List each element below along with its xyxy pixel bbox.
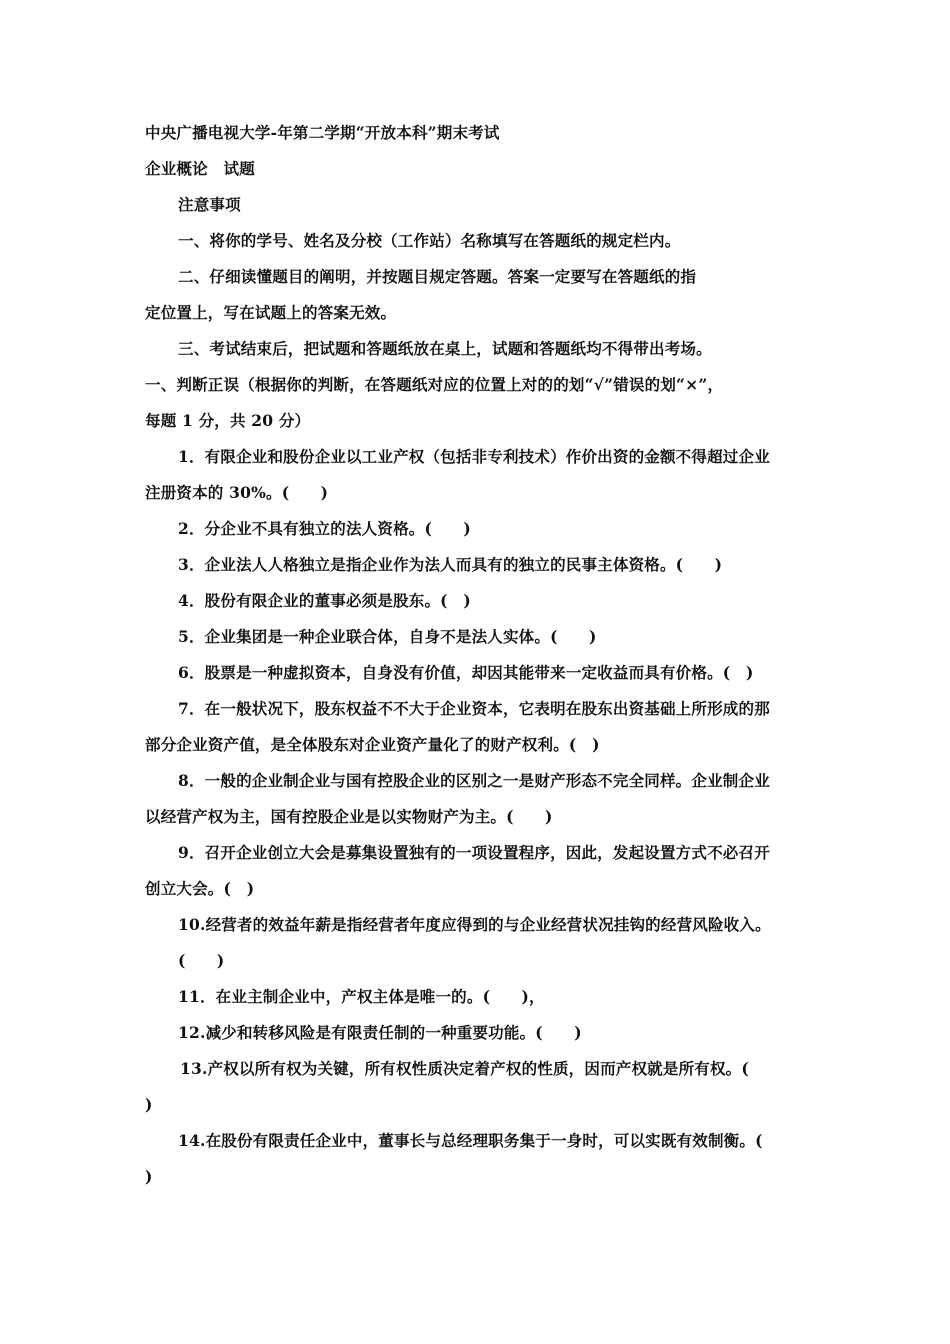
notice-item-3: 三、考试结束后，把试题和答题纸放在桌上，试题和答题纸均不得带出考场。 [178, 339, 712, 358]
notice-item-2-line-2: 定位置上，写在试题上的答案无效。 [145, 303, 397, 322]
question-13-line-2: ) [145, 1095, 153, 1114]
section-1-heading-line-1: 一、判断正误（根据你的判断，在答题纸对应的位置上对的的划“√”错误的划“×”， [145, 375, 724, 394]
question-12: 12.减少和转移风险是有限责任制的一种重要功能。( ) [178, 1023, 582, 1042]
notice-heading: 注意事项 [178, 195, 241, 214]
question-13-line-1: 13.产权以所有权为关键，所有权性质决定着产权的性质，因而产权就是所有权。( [180, 1059, 749, 1078]
question-4: 4．股份有限企业的董事必须是股东。( ) [178, 591, 471, 610]
question-5: 5．企业集团是一种企业联合体，自身不是法人实体。( ) [178, 627, 597, 646]
question-9-line-2: 创立大会。( ) [145, 879, 255, 898]
question-1-line-1: 1．有限企业和股份企业以工业产权（包括非专利技术）作价出资的金额不得超过企业 [178, 447, 770, 466]
exam-title: 中央广播电视大学-年第二学期“开放本科”期末考试 [145, 123, 500, 142]
exam-subtitle: 企业概论 试题 [145, 159, 255, 178]
question-10-line-1: 10.经营者的效益年薪是指经营者年度应得到的与企业经营状况挂钩的经营风险收入。 [178, 915, 771, 934]
question-6: 6．股票是一种虚拟资本，自身没有价值，却因其能带来一定收益而具有价格。( ) [178, 663, 754, 682]
notice-item-1: 一、将你的学号、姓名及分校（工作站）名称填写在答题纸的规定栏内。 [178, 231, 681, 250]
question-8-line-2: 以经营产权为主，国有控股企业是以实物财产为主。( ) [145, 807, 553, 826]
question-8-line-1: 8．一般的企业制企业与国有控股企业的区别之一是财产形态不完全同样。企业制企业 [178, 771, 770, 790]
question-7-line-1: 7．在一般状况下，股东权益不不大于企业资本，它表明在股东出资基础上所形成的那 [178, 699, 770, 718]
section-1-heading-line-2: 每题 1 分，共 20 分） [145, 411, 311, 430]
question-10-line-2: ( ) [178, 951, 225, 970]
question-3: 3．企业法人人格独立是指企业作为法人而具有的独立的民事主体资格。( ) [178, 555, 723, 574]
question-9-line-1: 9．召开企业创立大会是募集设置独有的一项设置程序，因此，发起设置方式不必召开 [178, 843, 770, 862]
notice-item-2-line-1: 二、仔细读懂题目的阐明，并按题目规定答题。答案一定要写在答题纸的指 [178, 267, 697, 286]
question-2: 2．分企业不具有独立的法人资格。( ) [178, 519, 471, 538]
question-14-line-2: ) [145, 1167, 153, 1186]
question-1-line-2: 注册资本的 30%。( ) [145, 483, 329, 502]
question-14-line-1: 14.在股份有限责任企业中，董事长与总经理职务集于一身时，可以实既有效制衡。( [178, 1131, 763, 1150]
question-7-line-2: 部分企业资产值，是全体股东对企业资产量化了的财产权利。( ) [145, 735, 600, 754]
question-11: 11．在业主制企业中，产权主体是唯一的。( )， [178, 987, 545, 1006]
